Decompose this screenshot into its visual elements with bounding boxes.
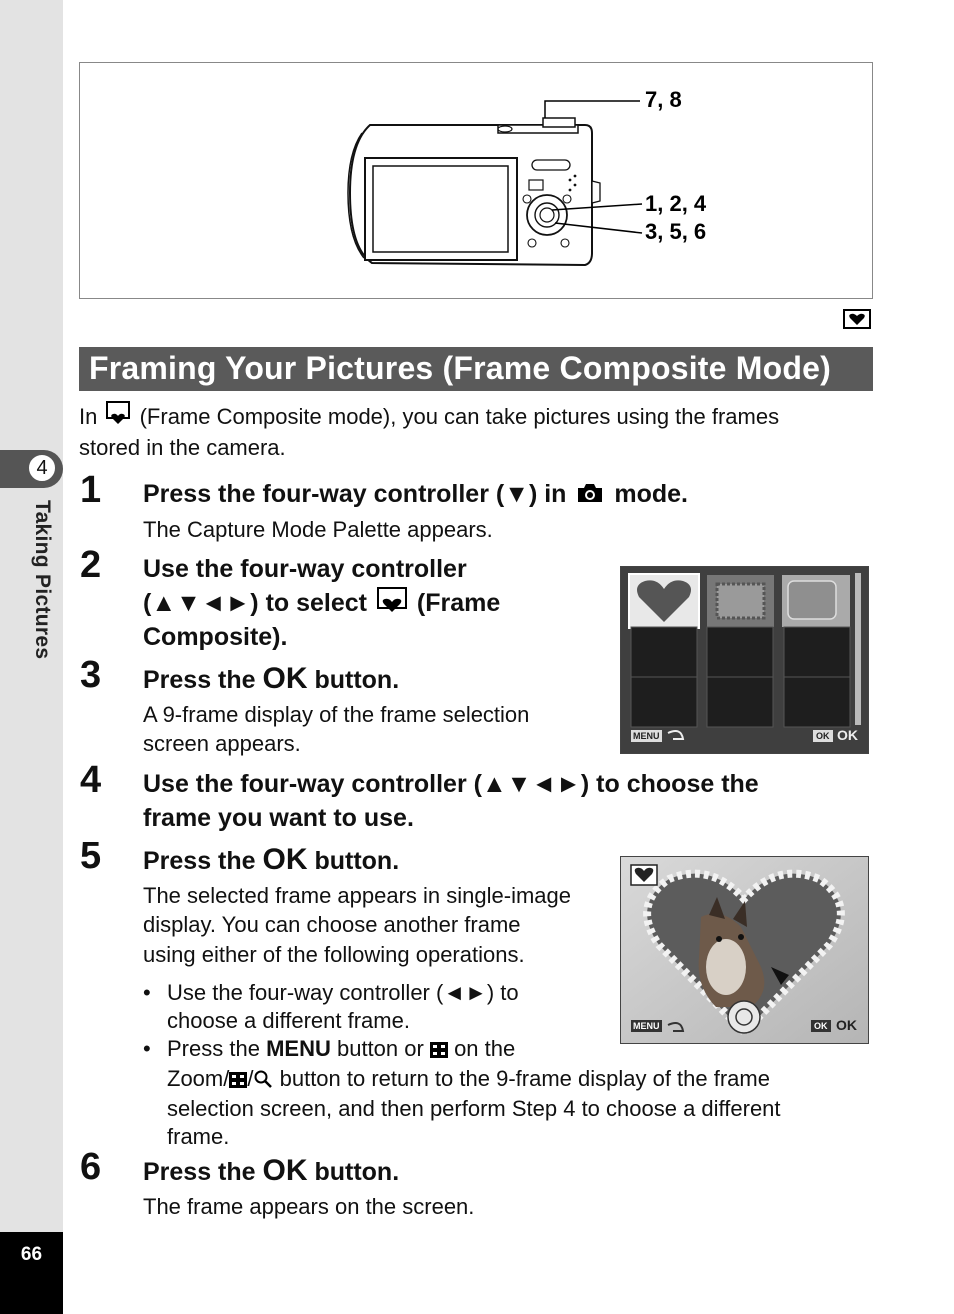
step-title-line: Use the four-way controller [143, 555, 467, 583]
step-title-line: frame you want to use. [143, 804, 414, 832]
step-text: button. [314, 847, 400, 875]
zoom-icon [253, 1067, 273, 1095]
list-text: on the [454, 1036, 516, 1061]
menu-glyph: MENU [266, 1036, 331, 1061]
camera-icon [576, 479, 604, 513]
step-number: 5 [80, 835, 102, 877]
camera-illustration [80, 63, 872, 298]
ok-glyph: OK [262, 843, 308, 876]
frame-grid [621, 567, 868, 753]
ok-button[interactable]: OK [811, 1020, 831, 1032]
list-text: button to return to the 9-frame display of the frame [279, 1066, 770, 1091]
step-text: button. [314, 1158, 400, 1186]
step-title-line: Composite). [143, 623, 288, 651]
page-number: 66 [0, 1232, 63, 1314]
list-text: button or [336, 1036, 424, 1061]
step-text: button. [314, 666, 400, 694]
ok-label: OK [837, 727, 858, 743]
list-text: Press the [167, 1036, 260, 1061]
ok-button[interactable]: OK [813, 730, 833, 742]
step-text: mode. [614, 480, 688, 508]
list-item-line: frame. [167, 1124, 230, 1149]
intro-text: In [79, 404, 98, 429]
step-number: 6 [80, 1146, 102, 1188]
callout-controller: 1, 2, 4 [645, 191, 707, 216]
callout-ok: 3, 5, 6 [645, 219, 707, 244]
camera-figure [79, 62, 873, 299]
intro-line-2: stored in the camera. [79, 435, 286, 460]
thumbnail-icon [430, 1037, 448, 1065]
chapter-number: 4 [27, 453, 57, 483]
step-title [143, 477, 688, 513]
list-text: Zoom/ [167, 1066, 230, 1091]
step-body: display. You can choose another frame [143, 912, 521, 937]
menu-button[interactable]: MENU [633, 731, 660, 741]
step-number: 3 [80, 654, 102, 696]
thumbnail-icon [229, 1067, 247, 1095]
callout-shutter: 7, 8 [645, 87, 682, 112]
frame-composite-icon [843, 309, 871, 329]
step-number: 1 [80, 469, 102, 511]
step-text: Press the four-way controller (▼) in [143, 480, 567, 508]
frame-composite-icon [106, 401, 130, 419]
chapter-label: Taking Pictures [31, 500, 54, 660]
frame-preview [621, 857, 868, 1043]
single-frame-screen [620, 856, 869, 1044]
frame-composite-icon [377, 587, 407, 609]
list-item-line: choose a different frame. [167, 1008, 410, 1033]
step-number: 2 [80, 544, 102, 586]
section-title-bar [79, 347, 873, 391]
intro-line-1 [79, 401, 779, 432]
step-title [143, 1154, 399, 1189]
ok-glyph: OK [262, 662, 308, 695]
step-number: 4 [80, 759, 102, 801]
step-body: The selected frame appears in single-image [143, 883, 572, 908]
step-text: Press the [143, 666, 256, 694]
list-item-line [167, 1065, 863, 1095]
step-title [143, 662, 399, 697]
step-title-line: Use the four-way controller (▲▼◄►) to choose the [143, 770, 759, 798]
menu-button[interactable]: MENU [633, 1021, 660, 1031]
step-text: Press the [143, 1158, 256, 1186]
step-text: Press the [143, 847, 256, 875]
list-item [143, 1035, 863, 1151]
step-body: The Capture Mode Palette appears. [143, 517, 493, 542]
ok-glyph: OK [262, 1154, 308, 1187]
list-text: / [247, 1066, 254, 1091]
step-body: The frame appears on the screen. [143, 1194, 475, 1219]
frame-selection-screen [620, 566, 869, 754]
list-item-line: • Use the four-way controller (◄►) to [167, 980, 519, 1005]
step-text: (▲▼◄►) to select [143, 589, 367, 617]
step-body: A 9-frame display of the frame selection [143, 702, 530, 727]
list-item-line: selection screen, and then perform Step 4 to choose a different [167, 1096, 781, 1121]
intro-text: (Frame Composite mode), you can take pictures using the frames [139, 404, 780, 429]
step-title-line [143, 586, 500, 620]
step-body: screen appears. [143, 731, 301, 756]
step-body: using either of the following operations. [143, 942, 525, 967]
ok-label: OK [836, 1017, 857, 1033]
step-text: (Frame [416, 589, 501, 617]
section-title: Framing Your Pictures (Frame Composite Mode) [89, 350, 831, 386]
step-title [143, 843, 399, 878]
